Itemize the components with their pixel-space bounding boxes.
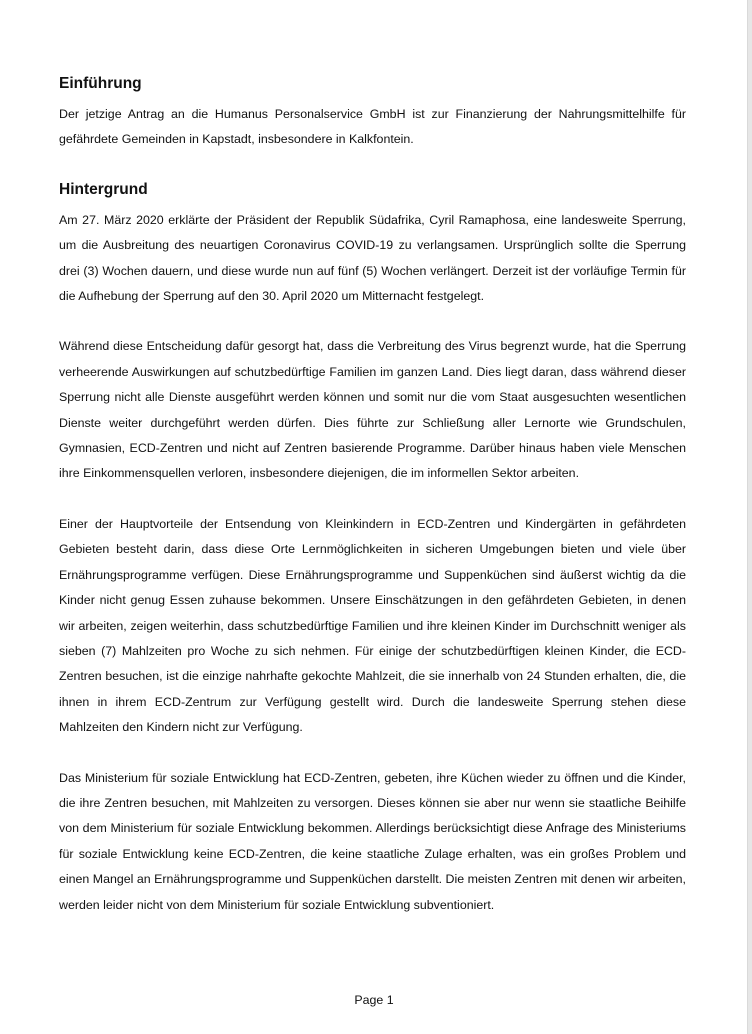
paragraph-spacer <box>59 309 686 334</box>
page-edge-shadow <box>748 0 752 1034</box>
paragraph-intro: Der jetzige Antrag an die Humanus Personalservice GmbH ist zur Finanzierung der Nahrungsmittelhilfe für gefährdete Gemeinden in Kapstadt, insbesondere in Kalkfontein. <box>59 107 686 147</box>
paragraph-background-2: Während diese Entscheidung dafür gesorgt hat, dass die Verbreitung des Virus begrenzt wurde, hat die Sperrung verheerende Auswirkungen auf schutzbedürftige Familien im ganzen Land. Dies liegt daran, dass während dieser Sperrung nicht alle Dienste ausgeführt werden können und somit nur die vom Staat ausgesuchten wesentlichen Dienste weiter durchgeführt werden dürfen. Dies führte zur Schließung aller Lernorte wie Grundschulen, Gymnasien, ECD-Zentren und nicht auf Zentren basierende Programme. Darüber hinaus haben viele Menschen ihre Einkommensquellen verloren, insbesondere diejenigen, die im informellen Sektor arbeiten. <box>59 339 686 481</box>
paragraph-background-1: Am 27. März 2020 erklärte der Präsident der Republik Südafrika, Cyril Ramaphosa, eine landesweite Sperrung, um die Ausbreitung des neuartigen Coronavirus COVID-19 zu verlangsamen. Ursprünglich sollte die Sperrung drei (3) Wochen dauern, und diese wurde nun auf fünf (5) Wochen verlängert. Derzeit ist der vorläufige Termin für die Aufhebung der Sperrung auf den 30. April 2020 um Mitternacht festgelegt. <box>59 212 686 304</box>
paragraph-background-4: Das Ministerium für soziale Entwicklung hat ECD-Zentren, gebeten, ihre Küchen wieder zu öffnen und die Kinder, die ihre Zentren besuchen, mit Mahlzeiten zu versorgen. Dieses können sie aber nur wenn sie staatliche Beihilfe von dem Ministerium für soziale Entwicklung bekommen. Allerdings berücksichtigt diese Anfrage des Ministeriums für soziale Entwicklung keine ECD-Zentren, die keine staatliche Zulage erhalten, was ein großes Problem und einen Mangel an Ernährungsprogramme und Suppenküchen darstellt. Die meisten Zentren mit denen wir arbeiten, werden leider nicht von dem Ministerium für soziale Entwicklung subventioniert. <box>59 770 686 912</box>
heading-hintergrund: Hintergrund <box>59 180 148 198</box>
document-body <box>59 73 686 918</box>
paragraph-spacer <box>59 487 686 512</box>
section-spacer <box>59 153 686 179</box>
page-number: Page 1 <box>354 993 394 1007</box>
heading-einfuehrung: Einführung <box>59 75 142 92</box>
paragraph-spacer <box>59 741 686 766</box>
paragraph-background-3: Einer der Hauptvorteile der Entsendung von Kleinkindern in ECD-Zentren und Kindergärten in gefährdeten Gebieten besteht darin, dass diese Orte Lernmöglichkeiten in sicheren Umgebungen bieten und viele über Ernährungsprogramme verfügen. Diese Ernährungsprogramme und Suppenküchen sind äußerst wichtig da die Kinder nicht genug Essen zuhause bekommen. Unsere Einschätzungen in den gefährdeten Gebieten, in denen wir arbeiten, zeigen weiterhin, dass schutzbedürftige Familien und ihre kleinen Kinder im Durchschnitt weniger als sieben (7) Mahlzeiten pro Woche zu sich nehmen. Für einige der schutzbedürftigen kleinen Kinder, die ECD-Zentren besuchen, ist die einzige nahrhafte gekochte Mahlzeit, die sie innerhalb von 24 Stunden erhalten, die, die ihnen in ihrem ECD-Zentrum zur Verfügung gestellt wird. Durch die landesweite Sperrung stehen diese Mahlzeiten den Kindern nicht zur Verfügung. <box>59 516 686 735</box>
